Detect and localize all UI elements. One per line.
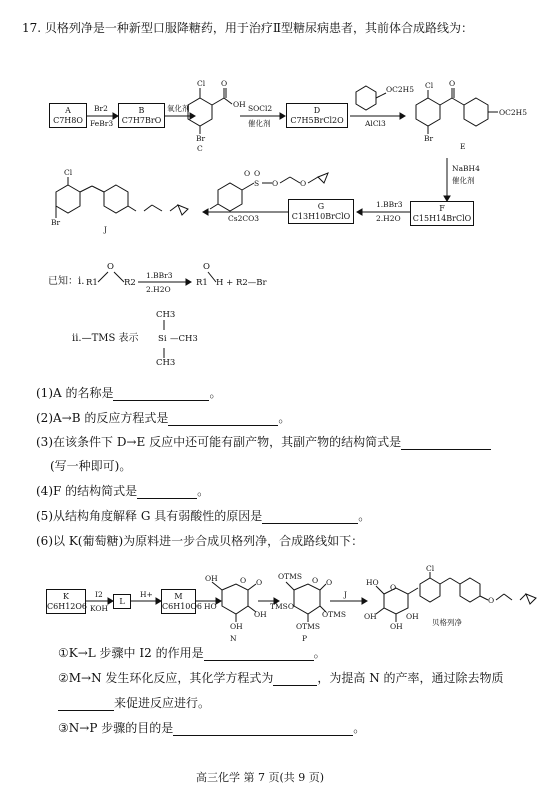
compound-a-letter: A (65, 106, 71, 115)
product-oh1: OH (364, 612, 377, 621)
known-r2: R2 (124, 278, 136, 288)
known-r1-product: R1 (196, 278, 208, 288)
compound-p-tmso: TMSO (270, 602, 294, 611)
compound-b-letter: B (138, 106, 145, 115)
subquestion-2b (58, 695, 210, 711)
known-r1: R1 (86, 278, 98, 288)
question-2-text: (2)A→B 的反应方程式是 (36, 411, 169, 425)
compound-c-o: O (221, 79, 228, 88)
compound-f-letter: F (439, 204, 445, 213)
product-label: 贝格列净 (432, 618, 462, 627)
arrow-pj-top: J (344, 590, 348, 599)
compound-l-box (113, 594, 131, 609)
compound-n-ho: HO (204, 602, 217, 611)
known-reagent-top: 1.BBr3 (146, 271, 173, 280)
product-oh3: OH (406, 612, 419, 621)
compound-j-br: Br (51, 218, 61, 227)
compound-k-formula: C6H12O6 (47, 602, 88, 611)
compound-n-oh2: OH (254, 610, 267, 619)
arrow-lm-top: H+ (140, 590, 153, 599)
compound-n-o2: O (256, 578, 263, 587)
subquestion-1-text: ①K→L 步骤中 I2 的作用是 (58, 646, 204, 660)
compound-g-box (288, 199, 354, 224)
compound-m-formula: C6H10O6 (162, 602, 203, 611)
question-5-answer-blank[interactable] (262, 511, 358, 524)
ethoxybenzene-label: OC2H5 (386, 85, 414, 94)
question-5-end: 。 (358, 509, 371, 523)
arrow-bc-top: 氧化剂 (167, 104, 190, 113)
arrow-ef-top: NaBH4 (452, 164, 480, 173)
question-1 (36, 385, 222, 401)
question-3-text: (3)在该条件下 D→E 反应中还可能有副产物，其副产物的结构简式是 (36, 435, 402, 449)
compound-c-letter: C (197, 144, 203, 153)
question-2-answer-blank[interactable] (168, 413, 278, 426)
compound-f-formula: C15H14BrClO (412, 214, 472, 223)
question-3-answer-blank[interactable] (401, 437, 491, 450)
known-si: Si (158, 334, 167, 344)
compound-n-oh1: OH (205, 574, 218, 583)
arrow-gj-bottom: Cs2CO3 (228, 214, 260, 223)
product-ho: HO (366, 578, 379, 587)
product-chain-o: O (488, 596, 495, 605)
question-1-text: (1)A 的名称是 (36, 386, 114, 400)
subquestion-2 (58, 670, 504, 686)
compound-f-box (410, 201, 474, 226)
subquestion-2b-text: 来促进反应进行。 (114, 696, 211, 710)
question-4-text: (4)F 的结构简式是 (36, 484, 138, 498)
arrow-fg-top: 1.BBr3 (376, 200, 403, 209)
compound-n-oh3: OH (230, 622, 243, 631)
known-ch3-bottom: CH3 (156, 358, 176, 368)
known-o-product: O (203, 262, 210, 272)
compound-l-letter: L (119, 597, 125, 606)
compound-d-letter: D (313, 106, 321, 115)
compound-e-oc2h5: OC2H5 (499, 108, 527, 117)
compound-c-br: Br (196, 134, 206, 143)
compound-p-otms2: OTMS (322, 610, 346, 619)
known-ii-label: ii.—TMS 表示 (72, 333, 139, 344)
arrow-ab-bottom: FeBr3 (90, 119, 114, 128)
product-oh2: OH (390, 622, 403, 631)
product-o: O (390, 583, 397, 592)
compound-p-o1: O (312, 576, 319, 585)
known-label: 已知：i. (48, 276, 85, 287)
compound-c-cl: Cl (197, 79, 206, 88)
compound-a-box (49, 103, 87, 128)
subquestion-3-end: 。 (353, 721, 366, 735)
compound-p-letter: P (302, 634, 308, 643)
subquestion-1-answer-blank[interactable] (204, 648, 314, 661)
arrow-fg-bottom: 2.H2O (376, 214, 401, 223)
subquestion-3 (58, 720, 365, 736)
question-1-answer-blank[interactable] (113, 388, 209, 401)
compound-j-letter: J (104, 225, 108, 234)
arrow-cd-bottom: 催化剂 (248, 119, 271, 128)
arrow-de-bottom: AlCl3 (365, 119, 386, 128)
question-4 (36, 483, 209, 499)
compound-g-letter: G (317, 202, 325, 211)
compound-e-o: O (449, 79, 456, 88)
page-footer: 高三化学 第 7 页(共 9 页) (196, 771, 325, 784)
compound-e-letter: E (460, 142, 466, 151)
subquestion-2-text: ②M→N 发生环化反应，其化学方程式为 (58, 671, 274, 685)
question-1-end: 。 (209, 386, 222, 400)
compound-m-letter: M (174, 592, 183, 601)
product-cl: Cl (426, 564, 435, 573)
compound-n-o1: O (240, 576, 247, 585)
question-5 (36, 508, 370, 524)
compound-e-cl: Cl (425, 81, 434, 90)
question-2-end: 。 (278, 411, 291, 425)
arrow-ef-bottom: 催化剂 (452, 176, 475, 185)
tosyl-o1: O (254, 169, 261, 178)
subquestion-3-text: ③N→P 步骤的目的是 (58, 721, 174, 735)
tosyl-o4: O (300, 179, 307, 188)
compound-d-formula: C7H5BrCl2O (290, 116, 344, 125)
compound-m-box (161, 589, 203, 614)
question-2 (36, 410, 290, 426)
arrow-ab-top: Br2 (94, 104, 108, 113)
known-o: O (107, 262, 114, 272)
subquestion-2-answer-blank[interactable] (273, 673, 317, 686)
compound-b-box (118, 103, 165, 128)
compound-k-letter: K (63, 592, 69, 601)
known-reagent-bottom: 2.H2O (146, 285, 171, 294)
tosyl-o2: O (244, 169, 251, 178)
question-3 (36, 434, 491, 450)
compound-n-letter: N (230, 634, 237, 643)
compound-b-formula: C7H7BrO (121, 116, 162, 125)
known-ch3-top: CH3 (156, 310, 176, 320)
arrow-kl-top: I2 (95, 590, 103, 599)
subquestion-3-answer-blank[interactable] (173, 723, 353, 736)
compound-d-box (286, 103, 348, 128)
subquestion-1 (58, 645, 326, 661)
question-4-end: 。 (197, 484, 210, 498)
compound-p-otms1: OTMS (278, 572, 302, 581)
compound-p-otms3: OTMS (296, 622, 320, 631)
known-ch3-right: —CH3 (170, 334, 198, 344)
tosyl-s: S (254, 179, 260, 188)
tosyl-o3: O (272, 179, 279, 188)
arrow-kl-bottom: KOH (90, 604, 109, 613)
subquestion-2-mid: ，为提高 N 的产率，通过除去物质 (317, 671, 504, 685)
subquestion-2b-answer-blank[interactable] (58, 698, 114, 711)
arrow-cd-top: SOCl2 (248, 104, 273, 113)
question-6: (6)以 K(葡萄糖)为原料进一步合成贝格列净，合成路线如下： (36, 534, 364, 548)
question-3-note: (写一种即可)。 (50, 459, 132, 473)
question-5-text: (5)从结构角度解释 G 具有弱酸性的原因是 (36, 509, 263, 523)
compound-c-oh: OH (233, 100, 246, 109)
compound-g-formula: C13H10BrClO (291, 212, 351, 221)
question-header: 17. 贝格列净是一种新型口服降糖药，用于治疗Ⅱ型糖尿病患者，其前体合成路线为： (22, 21, 474, 35)
compound-k-box (46, 589, 86, 614)
question-4-answer-blank[interactable] (137, 486, 197, 499)
known-product: H + R2—Br (216, 278, 267, 288)
compound-a-formula: C7H8O (53, 116, 83, 125)
compound-e-br: Br (424, 134, 434, 143)
subquestion-1-end: 。 (313, 646, 326, 660)
compound-p-o2: O (326, 578, 333, 587)
compound-j-cl: Cl (64, 168, 73, 177)
